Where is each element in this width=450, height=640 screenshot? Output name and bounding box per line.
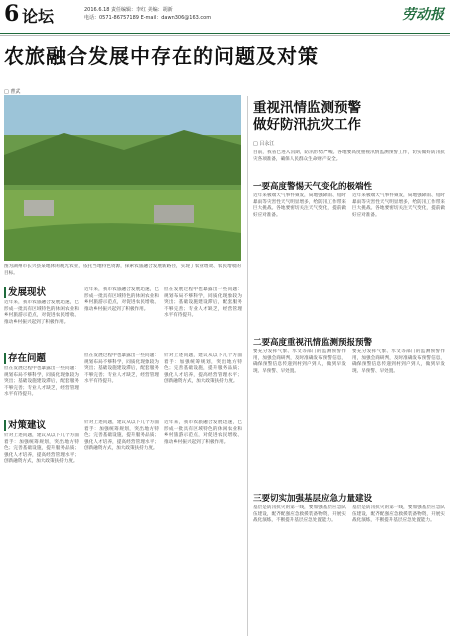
side-subhead-1: 一要高度警惕天气变化的极端性 bbox=[253, 182, 373, 192]
side-byline: □ 吕永江 bbox=[253, 141, 275, 147]
body-text: 针对上述问题，建议从以下几个方面着手：加强统筹规划，突出地方特色；完善基础设施，提升服务品质；强化人才培养，提高经营管理水平；创新融资方式，加大政策扶持力度。 bbox=[164, 353, 242, 385]
section-head-problems: 存在问题 bbox=[4, 353, 46, 364]
body-text: 近年来极端天气事件频发，局地强降雨、短时暴雨等灾害性天气明显增多，给防汛工作带来巨大挑战。各地要密切关注天气变化，提前做好应对准备。 bbox=[253, 193, 346, 218]
section-name: 论坛 bbox=[22, 7, 55, 26]
side-headline: 重视汛情监测预警 做好防汛抗灾工作 bbox=[253, 100, 361, 133]
body-text: 要充分发挥气象、水文等部门的监测预警作用，加强会商研判，及时准确发布预警信息，确保预警信息传递到村到户到人，做到早发现、早预警、早处置。 bbox=[253, 349, 346, 374]
page-header bbox=[0, 0, 450, 34]
main-byline: □ 曹武 bbox=[4, 89, 21, 95]
body-text: 基层是防汛抗灾的第一线，要加强基层应急队伍建设，配齐配强应急救援装备物资，开展实战化演练，不断提升基层应急处置能力。 bbox=[352, 505, 445, 524]
body-text: 针对上述问题，建议从以下几个方面着手：加强统筹规划，突出地方特色；完善基础设施，提升服务品质；强化人才培养，提高经营管理水平；创新融资方式，加大政策扶持力度。 bbox=[4, 433, 79, 465]
body-text: 近年来，我市农旅融合发展迅速，已形成一批具有区域特色的休闲农业和乡村旅游示范点，对促进农民增收、推动乡村振兴起到了积极作用。 bbox=[4, 300, 79, 325]
section-head-suggestions: 对策建议 bbox=[4, 420, 46, 431]
body-text: 近年来，我市农旅融合发展迅速，已形成一批具有区域特色的休闲农业和乡村旅游示范点，对促进农民增收、推动乡村振兴起到了积极作用。 bbox=[84, 287, 159, 312]
body-text: 近年来，我市农旅融合发展迅速，已形成一批具有区域特色的休闲农业和乡村旅游示范点，对促进农民增收、推动乡村振兴起到了积极作用。 bbox=[164, 420, 242, 445]
body-text: 但在发展过程中也暴露出一些问题：规划布局不够科学，同质化现象较为突出；基础设施建设滞后，配套服务不够完善；专业人才缺乏，经营管理水平有待提升。 bbox=[84, 353, 159, 385]
side-subhead-3: 三要切实加强基层应急力量建设 bbox=[253, 494, 373, 504]
body-text: 基层是防汛抗灾的第一线，要加强基层应急队伍建设，配齐配强应急救援装备物资，开展实战化演练，不断提升基层应急处置能力。 bbox=[253, 505, 346, 524]
body-text: 但在发展过程中也暴露出一些问题：规划布局不够科学，同质化现象较为突出；基础设施建设滞后，配套服务不够完善；专业人才缺乏，经营管理水平有待提升。 bbox=[164, 287, 242, 319]
section-head-status: 发展现状 bbox=[4, 287, 46, 298]
photo-caption: 图为湖州市长兴县某地休闲观光农业，依托当地特色资源，探索农旅融合发展新路径，实现了农业增效、农民增收的目标。 bbox=[4, 264, 241, 276]
body-text: 要充分发挥气象、水文等部门的监测预警作用，加强会商研判，及时准确发布预警信息，确保预警信息传递到村到户到人，做到早发现、早预警、早处置。 bbox=[352, 349, 445, 374]
contact-meta: 电话：0571-86757189 E-mail：dawn306@163.com bbox=[84, 15, 212, 21]
main-headline: 农旅融合发展中存在的问题及对策 bbox=[4, 44, 319, 68]
side-intro: 目前，我省已进入汛期，防汛形势严峻。各地要高度重视汛情监测预警工作，切实做好防汛抗灾各项准备，确保人民群众生命财产安全。 bbox=[253, 150, 445, 162]
body-text: 针对上述问题，建议从以下几个方面着手：加强统筹规划，突出地方特色；完善基础设施，提升服务品质；强化人才培养，提高经营管理水平；创新融资方式，加大政策扶持力度。 bbox=[84, 420, 159, 452]
newspaper-logo: 劳动报 bbox=[402, 7, 444, 23]
divider bbox=[0, 35, 450, 36]
article-photo bbox=[4, 95, 241, 261]
column-divider bbox=[247, 96, 248, 636]
edition-meta: 2016.6.18 责任编辑：李红 美编：胡新 bbox=[84, 7, 173, 13]
body-text: 但在发展过程中也暴露出一些问题：规划布局不够科学，同质化现象较为突出；基础设施建设滞后，配套服务不够完善；专业人才缺乏，经营管理水平有待提升。 bbox=[4, 366, 79, 398]
side-subhead-2: 二要高度重视汛情监测预报预警 bbox=[253, 338, 373, 348]
page-number: 6 bbox=[4, 1, 20, 27]
body-text: 近年来极端天气事件频发，局地强降雨、短时暴雨等灾害性天气明显增多，给防汛工作带来巨大挑战。各地要密切关注天气变化，提前做好应对准备。 bbox=[352, 193, 445, 218]
